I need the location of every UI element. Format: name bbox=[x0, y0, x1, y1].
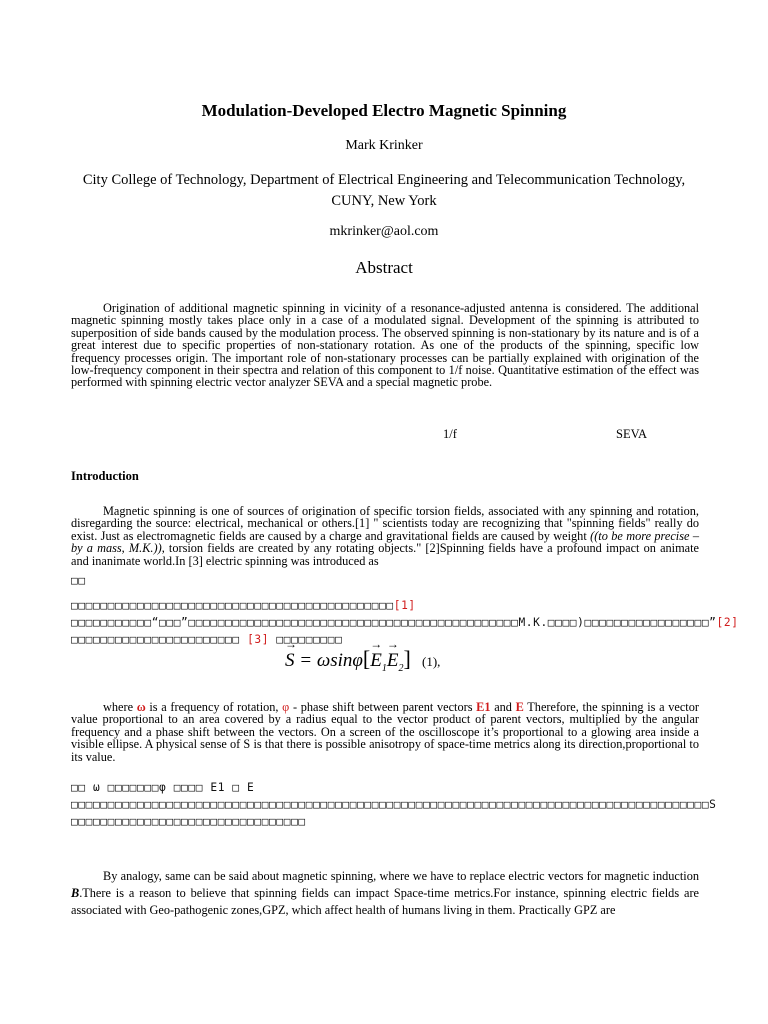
spinning-equation bbox=[285, 646, 411, 674]
author-name: Mark Krinker bbox=[345, 138, 423, 153]
cjk-text-p2: □□ ω □□□□□□□φ □□□□ E1 □ E □□□□□□□□□□□□□□□□□□□□□□□□□□□□□□□□□□□□□□□□□□□□□□□□□□□□□□□□□□□□□□□□□□□□□□□□□□□□□□□□□□□□□□□S □□□□□□□□□□□□□□□□□□□□□□□□□□□□□□□□ bbox=[71, 781, 717, 828]
intro-text-2: , torsion fields are created by any rotating objects." [2]Spinning fields have a profound impact on animate and inanimate world.In [3] electric spinning was introduced as bbox=[71, 541, 699, 568]
abstract-paragraph bbox=[71, 302, 699, 389]
introduction-heading: Introduction bbox=[71, 469, 139, 483]
cjk-reference-3: [3] bbox=[247, 633, 270, 646]
where-paragraph bbox=[71, 701, 699, 763]
equation-bracket-close: ] bbox=[403, 646, 411, 671]
analogy-induction-b: B bbox=[71, 886, 80, 900]
affiliation: City College of Technology, Department of Electrical Engineering and Telecommunication Technology, CUNY, New York bbox=[82, 172, 686, 209]
garbled-cjk-heading: □□ bbox=[71, 574, 86, 587]
analogy-text-1: By analogy, same can be said about magnetic spinning, where we have to replace electric vectors for magnetic induction bbox=[103, 869, 699, 883]
stray-fragment-1f: 1/f bbox=[443, 427, 457, 441]
stray-fragment-seva: SEVA bbox=[616, 427, 648, 441]
equation-number: (1), bbox=[422, 654, 441, 669]
cjk-text-c: □□□□□□□□□□□□□□□□□□□□□□□ bbox=[71, 633, 248, 646]
equation-vector-s: → S bbox=[285, 650, 295, 672]
where-e: E bbox=[515, 700, 524, 714]
garbled-cjk-paragraph-2 bbox=[71, 779, 717, 830]
equation-vector-e1: → E bbox=[370, 650, 382, 672]
where-text-2: is a frequency of rotation, bbox=[145, 700, 283, 714]
where-text-4: Therefore, the spinning is a vector value proportional to an area covered by a radius equal to the vector product of parent vectors, multiplied by the angular frequency and a phase shift between the vectors. On a screen of the oscilloscope it’s proportional to a glowing area inside a visible ellipse. A physical sense of S is that there is possible anisotropy of space-time metrics along its direction,proportional to its value. bbox=[71, 700, 699, 764]
where-and: and bbox=[490, 700, 516, 714]
abstract-text: Origination of additional magnetic spinning in vicinity of a resonance-adjusted antenna is considered. The additional magnetic spinning mostly takes place only in a case of a modulated signal. Development of the spinning is attributed to superposition of side bands caused by the modulation process. The observed spinning is non-stationary by its nature and is of a great interest due to specific properties of non-stationary rotation. As one of the products of the spinning, specific low frequency processes origin. The important role of non-stationary processes can be partially explained with origination of the low-frequency component in their spectra and relation of this component to 1/f noise. Quantitative estimation of the effect was performed with spinning electric vector analyzer SEVA and a special magnetic probe. bbox=[71, 301, 699, 390]
equation-body: = ωsinφ bbox=[294, 650, 363, 671]
equation-vector-e2: → E bbox=[387, 650, 399, 672]
introduction-paragraph bbox=[71, 505, 699, 567]
cjk-reference-1: [1] bbox=[393, 599, 416, 612]
intro-text-1: Magnetic spinning is one of sources of origination of specific torsion fields, associated with any spinning and rotation, disregarding the source: electrical, mechanical or others.[1] " scientists today are recognizing that "spinning fields" really do exist. Just as electromagnetic fields are caused by a charge and gravitational fields are caused by weight bbox=[71, 504, 699, 543]
equation-sub-2: 2 bbox=[398, 662, 404, 674]
equation-bracket-open: [ bbox=[362, 646, 371, 671]
cjk-text-a: □□□□□□□□□□□□□□□□□□□□□□□□□□□□□□□□□□□□□□□□□□□□ bbox=[71, 599, 394, 612]
analogy-paragraph bbox=[71, 868, 699, 919]
where-phi: φ bbox=[282, 700, 290, 714]
paper-title: Modulation-Developed Electro Magnetic Spinning bbox=[201, 101, 567, 120]
cjk-text-b: □□□□□□□□□□□“□□□”□□□□□□□□□□□□□□□□□□□□□□□□□□□□□□□□□□□□□□□□□□□□□M.K.□□□□)□□□□□□□□□□□□□□□□□” bbox=[71, 616, 717, 629]
analogy-text-2: .There is a reason to believe that spinning fields can impact Space-time metrics.For instance, spinning electric fields are associated with Geo-pathogenic zones,GPZ, which affect health of humans living in them. Practically GPZ are bbox=[71, 886, 699, 917]
where-text-3: - phase shift between parent vectors bbox=[289, 700, 477, 714]
abstract-heading: Abstract bbox=[355, 258, 413, 277]
where-e1: E1 bbox=[476, 700, 491, 714]
cjk-text-d: □□□□□□□□□ bbox=[269, 633, 343, 646]
intro-italic-note: ((to be more precise – by a mass, M.K.)) bbox=[71, 528, 699, 556]
equation-sub-1: 1 bbox=[381, 662, 387, 674]
author-email: mkrinker@aol.com bbox=[329, 224, 439, 239]
cjk-reference-2: [2] bbox=[716, 616, 739, 629]
where-text-1: where bbox=[103, 700, 137, 714]
where-omega: ω bbox=[136, 700, 146, 714]
